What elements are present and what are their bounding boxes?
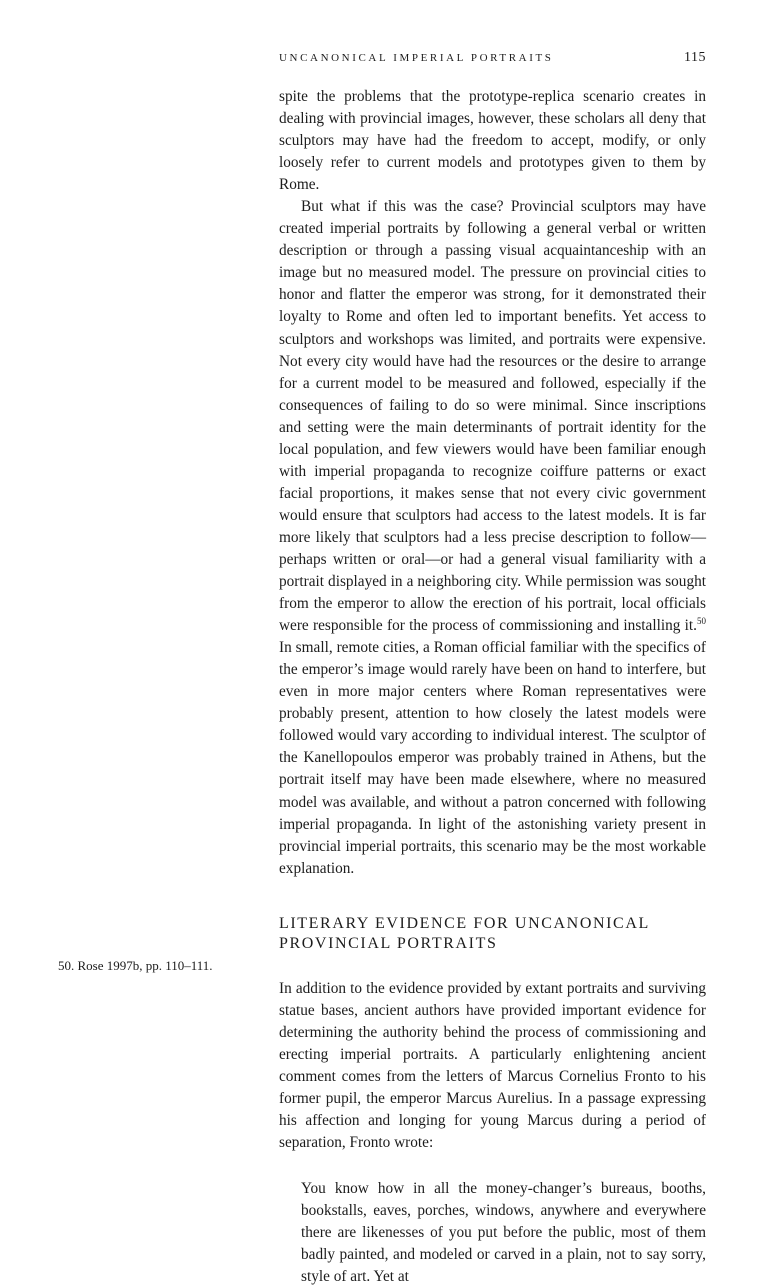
- main-text-column: [279, 86, 706, 1288]
- paragraph-2-text-a: But what if this was the case? Provincial sculptors may have created imperial portraits by following a general verbal or written description or through a passing visual acquaintanceship with an image but no measured model. The pressure on provincial cities to honor and flatter the emperor was strong, for it demonstrated their loyalty to Rome and often led to important benefits. Yet access to sculptors and workshops was limited, and portraits were expensive. Not every city would have had the resources or the desire to arrange for a current model to be measured and followed, especially if the consequences of failing to do so were minimal. Since inscriptions and setting were the main determinants of portrait identity for the local population, and few viewers would have been familiar enough with imperial propaganda to recognize coiffure patterns or exact facial proportions, it makes sense that not every civic government would ensure that sculptors had access to the latest models. It is far more likely that sculptors had a less precise description to follow—perhaps written or oral—or had a general visual familiarity with a portrait displayed in a neighboring city. While permission was sought from the emperor to allow the erection of his portrait, local officials were responsible for the process of commissioning and installing it.: [279, 198, 706, 635]
- block-quote: You know how in all the money-changer’s bureaus, booths, bookstalls, eaves, porches, windows, anywhere and everywhere there are likenesses of you put before the public, most of them badly painted, and modeled or carved in a plain, not to say sorry, style of art. Yet at: [301, 1180, 706, 1286]
- paragraph-1: spite the problems that the prototype-replica scenario creates in dealing with provincial images, however, these scholars all deny that sculptors may have had the freedom to accept, modify, or only loosely refer to current models and prototypes given to them by Rome.: [279, 88, 706, 194]
- paragraph-3: In addition to the evidence provided by extant portraits and surviving statue bases, ancient authors have provided important evidence for determining the authority behind the process of commissioning and erecting imperial portraits. A particularly enlightening ancient comment comes from the letters of Marcus Cornelius Fronto to his former pupil, the emperor Marcus Aurelius. In a passage expressing his affection and longing for young Marcus during a period of separation, Fronto wrote:: [279, 979, 706, 1152]
- section-heading-line-2: PROVINCIAL PORTRAITS: [279, 934, 498, 952]
- paragraph-2: [279, 196, 706, 879]
- page-number: 115: [684, 50, 706, 65]
- footnote-reference[interactable]: 50: [697, 616, 706, 627]
- running-head-title: UNCANONICAL IMPERIAL PORTRAITS: [279, 52, 554, 64]
- footnote-50: 50. Rose 1997b, pp. 110–111.: [58, 958, 213, 973]
- section-heading-line-1: LITERARY EVIDENCE FOR UNCANONICAL: [279, 914, 650, 932]
- section-heading: [279, 914, 706, 954]
- running-head: [279, 50, 706, 70]
- paragraph-2-text-b: In small, remote cities, a Roman official familiar with the specifics of the emperor’s image would rarely have been on hand to interfere, but even in more major centers where Roman representatives were probably present, attention to how closely the latest models were followed would vary according to individual interest. The sculptor of the Kanellopoulos emperor was probably trained in Athens, but the portrait itself may have been made elsewhere, where no measured model was available, and without a patron concerned with following imperial propaganda. In light of the astonishing variety present in provincial imperial portraits, this scenario may be the most workable explanation.: [279, 639, 706, 877]
